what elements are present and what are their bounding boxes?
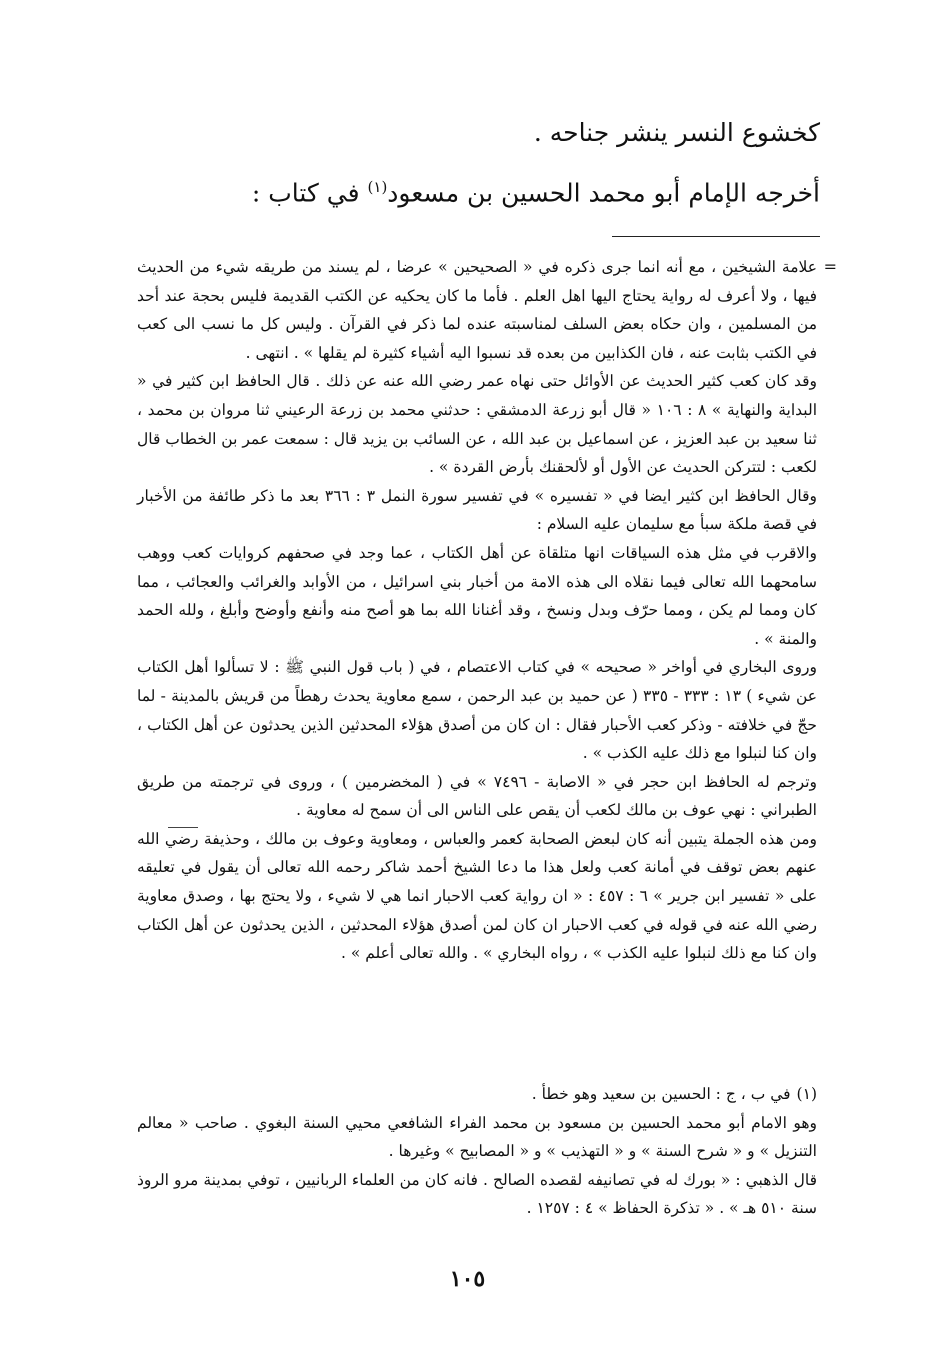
note-paragraph: وترجم له الحافظ ابن حجر في « الاصابة - ٧٤٩٦ » في ( المخضرمين ) ، وروى في ترجمته من طريق الطبراني : نهي عوف بن مالك لكعب أن يقص على الناس الى أن سمح له معاوية . <box>137 772 817 820</box>
main-text-line-2 <box>252 170 820 210</box>
footnote-text: في ب ، ج : الحسين بن سعيد وهو خطأ . <box>531 1085 791 1103</box>
footnote-text: وهو الامام أبو محمد الحسين بن مسعود بن محمد الفراء الشافعي محيي السنة البغوي . صاحب « معالم التنزيل » و « شرح السنة » و « التهذيب » و « المصابيح » وغيرها . <box>137 1113 817 1161</box>
main-text-line-2-head: أخرجه الإمام أبو محمد الحسين بن مسعود <box>387 178 820 208</box>
note-paragraph: وروى البخاري في أواخر « صحيحه » في كتاب الاعتصام ، في ( باب قول النبي ﷺ : لا تسألوا أهل الكتاب عن شيء ) ١٣ : ٣٣٣ - ٣٣٥ ( عن حميد بن عبد الرحمن ، سمع معاوية يحدث رهطاً من قريش بالمدينة - لما حجّ في خلافته - وذكر كعب الأحبار فقال : ان كان من أصدق هؤلاء المحدثين الذين يحدثون عن أهل الكتاب ، وان كنا لنبلوا مع ذلك عليه الكذب » . <box>137 658 817 763</box>
note-paragraph: وقال الحافظ ابن كثير ايضا في « تفسيره » في تفسير سورة النمل ٣ : ٣٦٦ بعد ما ذكر طائفة من الأخبار في قصة ملكة سبأ مع سليمان عليه السلام : <box>137 486 817 534</box>
footnote-reference[interactable]: (١) <box>367 178 388 196</box>
note-paragraph: وقد كان كعب كثير الحديث عن الأوائل حتى نهاه عمر رضي الله عنه عن ذلك . قال الحافظ ابن كثير في « البداية والنهاية » ٨ : ١٠٦ « قال أبو زرعة الدمشقي : حدثني محمد بن زرعة الرعيني ثنا مروان بن محمد ، ثنا سعيد بن عبد العزيز ، عن اسماعيل بن عبد الله ، عن السائب بن يزيد قال : سمعت عمر بن الخطاب قال لكعب : لتتركن الحديث عن الأول أو لألحقنك بأرض القردة » . <box>136 372 818 477</box>
footnotes-block <box>137 1080 817 1223</box>
continued-notes <box>136 253 837 968</box>
scan-mark <box>168 827 198 828</box>
footnote-item <box>137 1166 817 1223</box>
page-number: ١٠٥ <box>449 1266 486 1292</box>
footnote-item <box>137 1080 817 1109</box>
main-text-line-1: كخشوع النسر ينشر جناحه . <box>533 118 820 147</box>
footnote-marker: (١) <box>796 1085 817 1103</box>
note-paragraph: والاقرب في مثل هذه السياقات انها متلقاة عن أهل الكتاب ، عما وجد في صحفهم كروايات كعب ووهب سامحهما الله تعالى فيما نقلاه الى هذه الامة من أخبار بني اسرائيل ، من الأوابد والغرائب والعجائب ، مما كان ومما لم يكن ، ومما حرّف وبدل ونسخ ، وقد أغنانا الله بما هو أصح منه وأنفع وأوضح وأبلغ ، ولله الحمد والمنة » . <box>137 543 817 648</box>
footnote-text: قال الذهبي : « بورك له في تصانيفه لقصده الصالح . فانه كان من العلماء الربانيين ، توفي بمدينة مرو الروذ سنة ٥١٠ هـ » . « تذكرة الحفاظ » ٤ : ١٢٥٧ . <box>137 1170 817 1218</box>
note-paragraph: ومن هذه الجملة يتبين أنه كان لبعض الصحابة كعمر والعباس ، ومعاوية وعوف بن مالك ، وحذيفة رضي الله عنهم بعض توقف في أمانة كعب ولعل هذا ما دعا الشيخ أحمد شاكر رحمه الله تعالى أن يقول في تعليقه على « تفسير ابن جرير » ٦ : ٤٥٧ : « ان رواية كعب الاحبار انما هي لا شيء ، ولا يحتج بها ، وصدق معاوية رضي الله عنه في قوله في كعب الاحبار ان كان لمن أصدق هؤلاء المحدثين ، الذين يحدثون عن أهل الكتاب وان كنا مع ذلك لنبلوا عليه الكذب » ، رواه البخاري » . والله تعالى أعلم » . <box>137 829 818 963</box>
main-text-line-2-tail: في كتاب : <box>251 178 360 208</box>
note-paragraph: علامة الشيخين ، مع أنه انما جرى ذكره في « الصحيحين » عرضا ، لم يسند من طريقه شيء من الحديث فيها ، ولا أعرف له رواية يحتاج اليها اهل العلم . فأما ما كان يحكيه عن الكتب القديمة فليس بحجة عند أحد من المسلمين ، وان حكاه بعض السلف لمناسبته عنده لما ذكر في القرآن . وليس كل ما نسب الى كعب في الكتب بثابت عنه ، فان الكذابين من بعده قد نسبوا اليه أشياء كثيرة لم يقلها » . انتهى . <box>137 258 817 362</box>
footnote-separator-rule <box>612 236 820 237</box>
footnote-item <box>137 1109 817 1166</box>
continuation-marker: = <box>823 257 837 276</box>
